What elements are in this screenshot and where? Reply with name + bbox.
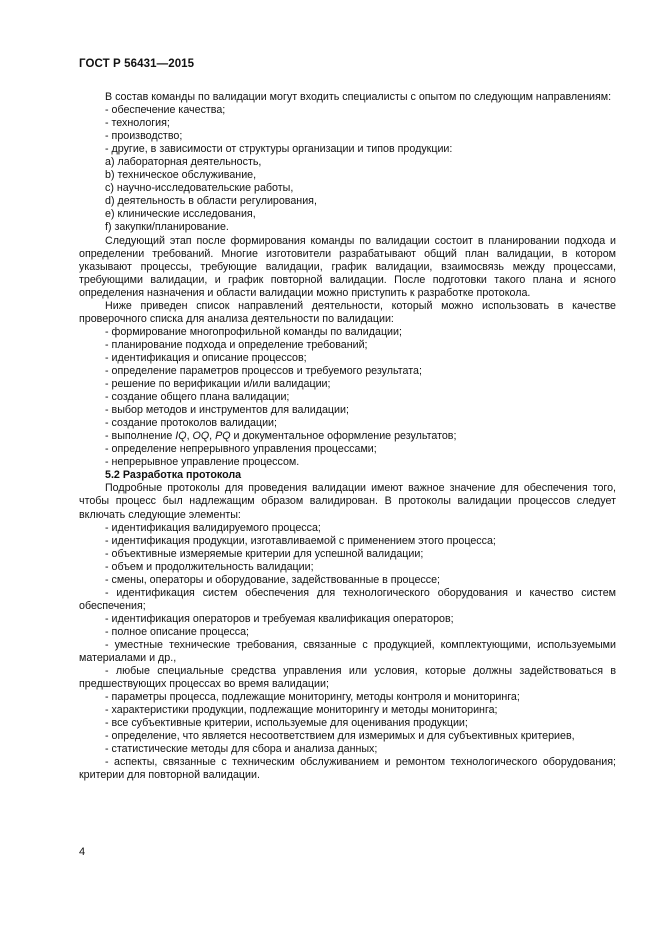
list-item: - объективные измеряемые критерии для успешной валидации;: [105, 547, 424, 560]
list-item: - объем и продолжительность валидации;: [105, 560, 314, 573]
list-item: - уместные технические требования, связанные с продукцией, комплектующими, используемыми материалами и др.,: [79, 638, 616, 665]
exec-prefix: - выполнение: [105, 430, 176, 443]
oq-term: OQ: [192, 430, 210, 443]
list-item: - все субъективные критерии, используемые для оценивания продукции;: [105, 717, 468, 730]
sub-list-item: a) лабораторная деятельность,: [105, 156, 262, 169]
exec-sep: ,: [209, 430, 216, 443]
list-item: - характеристики продукции, подлежащие мониторингу и методы мониторинга;: [105, 704, 498, 717]
section-title: 5.2 Разработка протокола: [105, 469, 242, 482]
section-intro-paragraph: Подробные протоколы для проведения валидации имеют важное значение для обеспечения того, чтобы процесс был надлежащим образом валидирован. В протоколы валидации процессов следует включать следующие элементы:: [79, 482, 616, 521]
list-item: - аспекты, связанные с техническим обслуживанием и ремонтом технологического оборудования; критерии для повторной валидации.: [79, 756, 616, 782]
list-item: - планирование подхода и определение требований;: [105, 338, 368, 351]
list-item: - создание протоколов валидации;: [105, 417, 277, 430]
list-item: - формирование многопрофильной команды по валидации;: [105, 325, 402, 338]
list-item: - идентификация операторов и требуемая квалификация операторов;: [105, 612, 454, 625]
list-item: - параметры процесса, подлежащие мониторингу, методы контроля и мониторинга;: [105, 691, 520, 704]
list-item: - производство;: [105, 130, 183, 143]
checklist-paragraph: Ниже приведен список направлений деятельности, который можно использовать в качестве проверочного списка для анализа деятельности по валидации:: [79, 299, 616, 325]
list-item: - выбор методов и инструментов для валидации;: [105, 404, 349, 417]
list-item: - решение по верификации и/или валидации;: [105, 378, 331, 391]
list-item: - любые специальные средства управления или условия, которые должны задействоваться в предшествующих процессах во время валидации;: [79, 665, 616, 691]
list-item: - статистические методы для сбора и анализа данных;: [105, 743, 378, 756]
intro-paragraph: В состав команды по валидации могут входить специалисты с опытом по следующим направлениям:: [105, 91, 612, 103]
sub-list-item: e) клинические исследования,: [105, 208, 256, 221]
list-item: - другие, в зависимости от структуры организации и типов продукции:: [105, 143, 453, 156]
list-item: - полное описание процесса;: [105, 625, 250, 638]
list-item: - идентификация валидируемого процесса;: [105, 521, 321, 534]
document-body: [79, 91, 616, 782]
iq-term: IQ: [175, 430, 187, 443]
list-item: - технология;: [105, 117, 170, 130]
sub-list-item: d) деятельность в области регулирования,: [105, 195, 317, 208]
list-item-execution: [79, 430, 616, 443]
document-header: ГОСТ Р 56431—2015: [79, 58, 195, 70]
sub-list-item: c) научно-исследовательские работы,: [105, 182, 294, 195]
list-item: - обеспечение качества;: [105, 104, 226, 117]
page-number: 4: [79, 846, 86, 858]
list-item: - создание общего плана валидации;: [105, 391, 290, 404]
exec-suffix: и документальное оформление результатов;: [230, 430, 457, 443]
next-stage-paragraph: Следующий этап после формирования команды по валидации состоит в планировании подхода и определении требований. Многие изготовители разрабатывают общий план валидации, в котором указывают процессы, требующие валидации, график валидации, взаимосвязь между процессами, требующими валидации, и график повторной валидации. После подготовки такого плана и ясного определения назначения и области валидации можно приступить к разработке протокола.: [79, 234, 616, 299]
sub-list-item: f) закупки/планирование.: [105, 221, 229, 234]
list-item: - смены, операторы и оборудование, задействованные в процессе;: [105, 573, 441, 586]
list-item: - идентификация систем обеспечения для технологического оборудования и качество систем обеспечения;: [79, 586, 616, 612]
sub-list-item: b) техническое обслуживание,: [105, 169, 257, 182]
list-item: - определение параметров процессов и требуемого результата;: [105, 364, 422, 377]
list-item: - идентификация продукции, изготавливаемой с применением этого процесса;: [105, 534, 496, 547]
exec-sep: ,: [186, 430, 193, 443]
list-item: - непрерывное управление процессом.: [105, 456, 300, 469]
list-item: - определение, что является несоответствием для измеримых и для субъективных критериев,: [105, 730, 575, 743]
pq-term: PQ: [215, 430, 231, 443]
list-item: - определение непрерывного управления процессами;: [105, 443, 377, 456]
list-item: - идентификация и описание процессов;: [105, 351, 307, 364]
